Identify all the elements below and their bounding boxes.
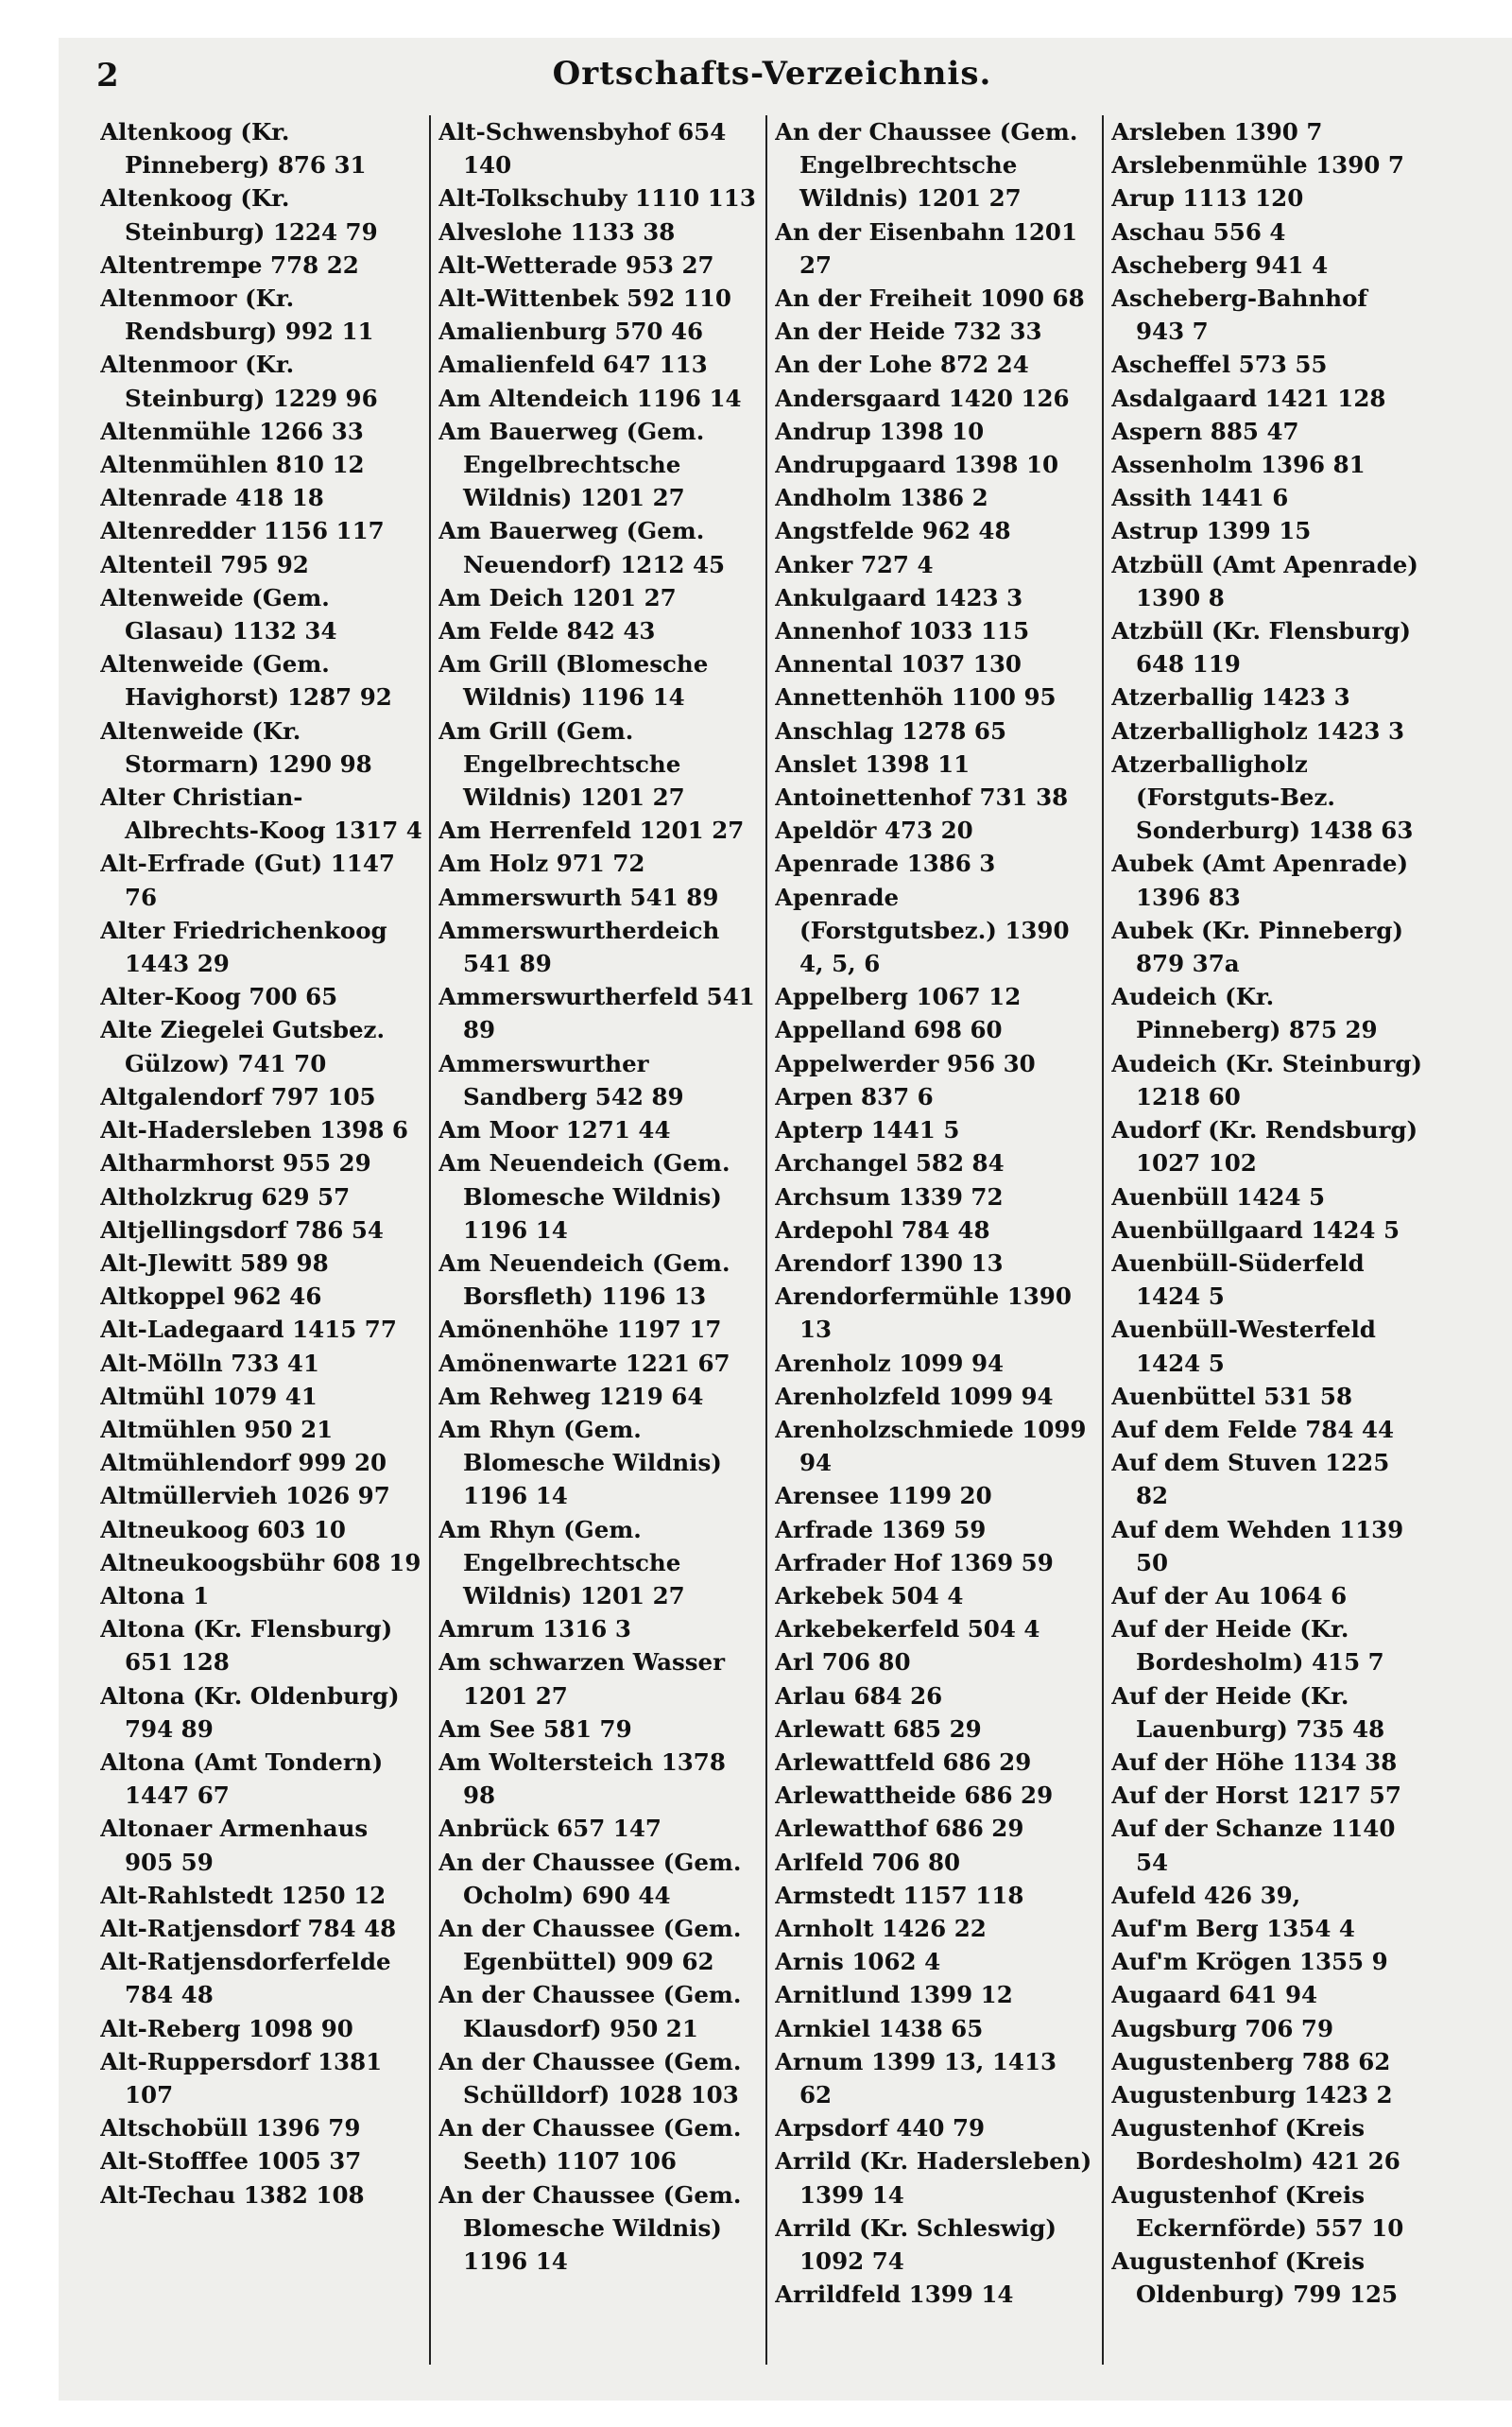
index-entry: An der Eisenbahn 1201 27 xyxy=(775,217,1078,279)
index-entry: Atzbüll (Kr. Flensburg) 648 119 xyxy=(1111,617,1411,679)
index-entry: Alte Ziegelei Gutsbez. Gülzow) 741 70 xyxy=(100,1016,385,1077)
index-entry: Arlfeld 706 80 xyxy=(775,1848,961,1876)
index-entry: Altmühl 1079 41 xyxy=(100,1382,318,1410)
index-entry: Auf der Heide (Kr. Bordesholm) 415 7 xyxy=(1111,1615,1384,1677)
index-entry: Audeich (Kr. Steinburg) 1218 60 xyxy=(1111,1049,1423,1110)
index-entry: An der Chaussee (Gem. Schülldorf) 1028 103 xyxy=(438,2047,742,2109)
index-entry: Auenbüll-Westerfeld 1424 5 xyxy=(1111,1316,1376,1377)
index-entry: Altgalendorf 797 105 xyxy=(100,1082,376,1110)
index-entry: Alt-Wittenbek 592 110 xyxy=(438,284,731,313)
index-entry: Altona (Kr. Flensburg) 651 128 xyxy=(100,1615,393,1677)
index-entry: Alter Friedrichenkoog 1443 29 xyxy=(100,916,387,978)
index-entry: Anschlag 1278 65 xyxy=(775,716,1006,745)
index-entry: Arnkiel 1438 65 xyxy=(775,2014,984,2042)
index-entry: Ascheffel 573 55 xyxy=(1111,351,1328,379)
page-number: 2 xyxy=(96,57,119,95)
index-entry: Anslet 1398 11 xyxy=(775,749,971,778)
index-entry: Assith 1441 6 xyxy=(1111,484,1289,512)
index-entry: Arnholt 1426 22 xyxy=(775,1914,987,1942)
index-entry: Altenteil 795 92 xyxy=(100,550,309,578)
index-entry: Auf der Schanze 1140 54 xyxy=(1111,1815,1396,1876)
index-entry: Am Altendeich 1196 14 xyxy=(438,384,742,412)
index-entry: Alt-Mölln 733 41 xyxy=(100,1349,319,1377)
index-entry: Auf'm Krögen 1355 9 xyxy=(1111,1948,1388,1976)
index-entry: Altneukoog 603 10 xyxy=(100,1515,346,1543)
index-entry: Altenrade 418 18 xyxy=(100,484,324,512)
index-entry: Alt-Hadersleben 1398 6 xyxy=(100,1116,408,1145)
index-entry: Arpen 837 6 xyxy=(775,1082,934,1110)
index-entry: Auf der Heide (Kr. Lauenburg) 735 48 xyxy=(1111,1681,1385,1743)
index-entry: Altjellingsdorf 786 54 xyxy=(100,1215,384,1244)
index-entry: Ammerswurth 541 89 xyxy=(438,883,719,911)
index-entry: Altmühlendorf 999 20 xyxy=(100,1449,387,1477)
index-entry: Augustenhof (Kreis Eckernförde) 557 10 xyxy=(1111,2180,1404,2242)
index-column-4 xyxy=(1111,115,1423,2384)
index-entry: Alt-Jlewitt 589 98 xyxy=(100,1248,329,1277)
index-entry: Am Holz 971 72 xyxy=(438,850,645,878)
index-entry: Auf'm Berg 1354 4 xyxy=(1111,1914,1355,1942)
index-entry: Archangel 582 84 xyxy=(775,1149,1005,1178)
index-entry: Augustenhof (Kreis Oldenburg) 799 125 xyxy=(1111,2247,1399,2309)
index-entry: Andersgaard 1420 126 xyxy=(775,384,1070,412)
index-entry: Arrild (Kr. Hadersleben) 1399 14 xyxy=(775,2147,1092,2209)
index-entry: Augustenburg 1423 2 xyxy=(1111,2080,1393,2109)
index-entry: Altentrempe 778 22 xyxy=(100,250,359,279)
index-entry: Arensee 1199 20 xyxy=(775,1482,992,1510)
index-entry: Altholzkrug 629 57 xyxy=(100,1182,351,1211)
index-entry: Annenhof 1033 115 xyxy=(775,617,1030,645)
index-entry: Ardepohl 784 48 xyxy=(775,1215,990,1244)
index-entry: Ankulgaard 1423 3 xyxy=(775,583,1023,611)
index-column-3 xyxy=(775,115,1096,2384)
index-entry: Appelland 698 60 xyxy=(775,1016,1003,1044)
index-entry: Arlewattfeld 686 29 xyxy=(775,1747,1032,1776)
index-entry: An der Chaussee (Gem. Blomesche Wildnis) 1196 14 xyxy=(438,2180,742,2275)
index-entry: Arfrade 1369 59 xyxy=(775,1515,987,1543)
index-entry: Am Rhyn (Gem. Blomesche Wildnis) 1196 14 xyxy=(438,1415,722,1510)
index-entry: Am Grill (Blomesche Wildnis) 1196 14 xyxy=(438,650,709,712)
index-entry: Altonaer Armenhaus 905 59 xyxy=(100,1815,369,1876)
index-entry: Altenmühlen 810 12 xyxy=(100,451,365,479)
index-column-2 xyxy=(438,115,760,2384)
index-entry: Alveslohe 1133 38 xyxy=(438,217,676,246)
index-entry: Altmüllervieh 1026 97 xyxy=(100,1482,390,1510)
index-entry: Ammerswurtherfeld 541 89 xyxy=(438,983,755,1044)
column-divider xyxy=(429,115,431,2365)
index-entry: An der Lohe 872 24 xyxy=(775,351,1029,379)
index-entry: Assenholm 1396 81 xyxy=(1111,451,1366,479)
index-entry: Auenbüllgaard 1424 5 xyxy=(1111,1215,1400,1244)
index-entry: Appelberg 1067 12 xyxy=(775,983,1022,1011)
index-entry: Andrupgaard 1398 10 xyxy=(775,451,1059,479)
index-entry: Amönenhöhe 1197 17 xyxy=(438,1316,722,1344)
index-entry: Am Deich 1201 27 xyxy=(438,583,677,611)
index-entry: Antoinettenhof 731 38 xyxy=(775,783,1069,812)
index-entry: Anbrück 657 147 xyxy=(438,1815,662,1843)
index-entry: Ascheberg-Bahnhof 943 7 xyxy=(1111,284,1367,346)
index-entry: Altharmhorst 955 29 xyxy=(100,1149,371,1178)
index-entry: Arsleben 1390 7 xyxy=(1111,118,1323,146)
index-entry: Arnitlund 1399 12 xyxy=(775,1981,1013,2009)
index-entry: An der Chaussee (Gem. Ocholm) 690 44 xyxy=(438,1848,742,1909)
index-entry: Amönenwarte 1221 67 xyxy=(438,1349,730,1377)
index-entry: Altenmoor (Kr. Steinburg) 1229 96 xyxy=(100,351,378,412)
index-entry: Alt-Rahlstedt 1250 12 xyxy=(100,1881,387,1909)
index-entry: Arnum 1399 13, 1413 62 xyxy=(775,2047,1057,2109)
index-entry: Arrild (Kr. Schleswig) 1092 74 xyxy=(775,2213,1057,2275)
index-entry: Appelwerder 956 30 xyxy=(775,1049,1036,1077)
index-entry: Alt-Stofffee 1005 37 xyxy=(100,2147,362,2176)
index-entry: Altona 1 xyxy=(100,1581,210,1609)
page-title: Ortschafts-Verzeichnis. xyxy=(552,55,992,93)
index-entry: Amrum 1316 3 xyxy=(438,1615,631,1644)
index-entry: Altenweide (Gem. Glasau) 1132 34 xyxy=(100,583,337,645)
index-entry: Am Woltersteich 1378 98 xyxy=(438,1747,726,1810)
index-entry: Altenmühle 1266 33 xyxy=(100,417,364,445)
index-entry: Apenrade (Forstgutsbez.) 1390 4, 5, 6 xyxy=(775,883,1070,978)
index-entry: Am Neuendeich (Gem. Borsfleth) 1196 13 xyxy=(438,1248,730,1311)
index-entry: Augaard 641 94 xyxy=(1111,1981,1318,2009)
index-entry: Auf dem Stuven 1225 82 xyxy=(1111,1449,1390,1510)
index-entry: Alter Christian-Albrechts-Koog 1317 4 xyxy=(100,783,422,845)
index-entry: Am Felde 842 43 xyxy=(438,617,656,645)
index-entry: Arenholz 1099 94 xyxy=(775,1349,1005,1377)
index-entry: Auf der Horst 1217 57 xyxy=(1111,1782,1401,1810)
index-entry: Alt-Ladegaard 1415 77 xyxy=(100,1316,397,1344)
index-entry: Aspern 885 47 xyxy=(1111,417,1299,445)
index-entry: Arendorfermühle 1390 13 xyxy=(775,1282,1072,1344)
index-entry: Apenrade 1386 3 xyxy=(775,850,996,878)
index-entry: Alt-Schwensbyhof 654 140 xyxy=(438,118,727,180)
index-entry: Altkoppel 962 46 xyxy=(100,1282,322,1311)
index-entry: Augustenhof (Kreis Bordesholm) 421 26 xyxy=(1111,2114,1400,2176)
index-entry: Aschau 556 4 xyxy=(1111,217,1286,246)
index-entry: An der Chaussee (Gem. Egenbüttel) 909 62 xyxy=(438,1914,742,1976)
index-entry: Annental 1037 130 xyxy=(775,650,1022,679)
index-entry: Auenbüll 1424 5 xyxy=(1111,1182,1326,1211)
index-entry: Auenbüll-Süderfeld 1424 5 xyxy=(1111,1248,1365,1311)
index-entry: Arenholzfeld 1099 94 xyxy=(775,1382,1054,1410)
index-entry: Astrup 1399 15 xyxy=(1111,517,1312,545)
index-entry: Am Neuendeich (Gem. Blomesche Wildnis) 1196 14 xyxy=(438,1149,730,1244)
index-entry: Altenkoog (Kr. Steinburg) 1224 79 xyxy=(100,184,378,246)
document-page xyxy=(59,38,1512,2401)
index-entry: Arslebenmühle 1390 7 xyxy=(1111,151,1404,180)
index-entry: An der Heide 732 33 xyxy=(775,318,1042,346)
index-entry: Apterp 1441 5 xyxy=(775,1116,960,1145)
index-entry: Anker 727 4 xyxy=(775,550,934,578)
index-entry: Augsburg 706 79 xyxy=(1111,2014,1334,2042)
index-entry: Am Moor 1271 44 xyxy=(438,1116,671,1145)
column-divider xyxy=(1102,115,1104,2365)
index-entry: Angstfelde 962 48 xyxy=(775,517,1011,545)
index-entry: Atzerballigholz (Forstguts-Bez. Sonderburg) 1438 63 xyxy=(1111,749,1414,845)
index-entry: Arpsdorf 440 79 xyxy=(775,2114,986,2143)
index-entry: Augustenberg 788 62 xyxy=(1111,2047,1391,2075)
index-entry: Am Grill (Gem. Engelbrechtsche Wildnis) 1201 27 xyxy=(438,716,685,812)
index-entry: Arkebek 504 4 xyxy=(775,1581,964,1609)
index-entry: Andholm 1386 2 xyxy=(775,484,988,512)
index-entry: Aubek (Amt Apenrade) 1396 83 xyxy=(1111,850,1409,911)
index-entry: Aubek (Kr. Pinneberg) 879 37a xyxy=(1111,916,1403,978)
index-entry: Auf der Höhe 1134 38 xyxy=(1111,1747,1398,1776)
index-entry: Arrildfeld 1399 14 xyxy=(775,2281,1014,2309)
index-entry: Altona (Amt Tondern) 1447 67 xyxy=(100,1747,384,1810)
index-column-1 xyxy=(100,115,423,2384)
index-entry: An der Chaussee (Gem. Engelbrechtsche Wildnis) 1201 27 xyxy=(775,118,1078,213)
index-entry: Ammerswurther Sandberg 542 89 xyxy=(438,1049,684,1110)
index-entry: Ascheberg 941 4 xyxy=(1111,250,1329,279)
index-entry: Am Bauerweg (Gem. Engelbrechtsche Wildnis) 1201 27 xyxy=(438,417,705,512)
index-entry: An der Chaussee (Gem. Seeth) 1107 106 xyxy=(438,2114,742,2176)
index-entry: Auf dem Wehden 1139 50 xyxy=(1111,1515,1404,1576)
index-entry: Am Rhyn (Gem. Engelbrechtsche Wildnis) 1201 27 xyxy=(438,1515,685,1609)
index-entry: Ammerswurtherdeich 541 89 xyxy=(438,916,720,978)
index-entry: Am schwarzen Wasser 1201 27 xyxy=(438,1648,726,1710)
index-entry: Atzerballigholz 1423 3 xyxy=(1111,716,1405,745)
index-columns xyxy=(100,115,1423,2384)
index-entry: Altenkoog (Kr. Pinneberg) 876 31 xyxy=(100,118,367,180)
page-header xyxy=(96,49,1448,106)
index-entry: Auenbüttel 531 58 xyxy=(1111,1382,1352,1410)
index-entry: Alt-Ratjensdorferfelde 784 48 xyxy=(100,1948,391,2009)
index-entry: Apeldör 473 20 xyxy=(775,817,973,845)
index-entry: Alt-Ruppersdorf 1381 107 xyxy=(100,2047,383,2109)
index-entry: Arlewatt 685 29 xyxy=(775,1714,982,1743)
index-entry: Altenmoor (Kr. Rendsburg) 992 11 xyxy=(100,284,374,346)
index-entry: Altona (Kr. Oldenburg) 794 89 xyxy=(100,1681,400,1743)
index-entry: Altenredder 1156 117 xyxy=(100,517,385,545)
index-entry: Andrup 1398 10 xyxy=(775,417,985,445)
index-entry: Amalienburg 570 46 xyxy=(438,318,704,346)
index-entry: Alt-Ratjensdorf 784 48 xyxy=(100,1914,397,1942)
index-entry: An der Freiheit 1090 68 xyxy=(775,284,1085,313)
index-entry: An der Chaussee (Gem. Klausdorf) 950 21 xyxy=(438,1981,742,2042)
index-entry: Arlewatthof 686 29 xyxy=(775,1815,1024,1843)
index-entry: Am Rehweg 1219 64 xyxy=(438,1382,704,1410)
index-entry: Atzerballig 1423 3 xyxy=(1111,683,1350,712)
index-entry: Arkebekerfeld 504 4 xyxy=(775,1615,1040,1644)
index-entry: Annettenhöh 1100 95 xyxy=(775,683,1057,712)
index-entry: Amalienfeld 647 113 xyxy=(438,351,708,379)
index-entry: Altenweide (Gem. Havighorst) 1287 92 xyxy=(100,650,392,712)
index-entry: Am See 581 79 xyxy=(438,1714,632,1743)
index-entry: Arfrader Hof 1369 59 xyxy=(775,1548,1054,1576)
index-entry: Arlau 684 26 xyxy=(775,1681,943,1710)
index-entry: Altneukoogsbühr 608 19 xyxy=(100,1548,421,1576)
index-entry: Am Herrenfeld 1201 27 xyxy=(438,817,745,845)
index-entry: Auf dem Felde 784 44 xyxy=(1111,1415,1395,1443)
index-entry: Am Bauerweg (Gem. Neuendorf) 1212 45 xyxy=(438,517,726,578)
index-entry: Arup 1113 120 xyxy=(1111,184,1304,213)
index-entry: Alt-Wetterade 953 27 xyxy=(438,250,714,279)
index-entry: Alt-Techau 1382 108 xyxy=(100,2180,365,2209)
index-entry: Armstedt 1157 118 xyxy=(775,1881,1024,1909)
index-entry: Arl 706 80 xyxy=(775,1648,911,1677)
index-entry: Alt-Tolkschuby 1110 113 xyxy=(438,184,756,213)
index-entry: Arlewattheide 686 29 xyxy=(775,1782,1054,1810)
index-entry: Alt-Reberg 1098 90 xyxy=(100,2014,353,2042)
column-divider xyxy=(765,115,767,2365)
index-entry: Audeich (Kr. Pinneberg) 875 29 xyxy=(1111,983,1378,1044)
index-entry: Alt-Erfrade (Gut) 1147 76 xyxy=(100,850,395,911)
index-entry: Arenholzschmiede 1099 94 xyxy=(775,1415,1087,1477)
index-entry: Atzbüll (Amt Apenrade) 1390 8 xyxy=(1111,550,1418,611)
index-entry: Asdalgaard 1421 128 xyxy=(1111,384,1386,412)
index-entry: Altenweide (Kr. Stormarn) 1290 98 xyxy=(100,716,372,778)
index-entry: Altschobüll 1396 79 xyxy=(100,2114,361,2143)
index-entry: Altmühlen 950 21 xyxy=(100,1415,334,1443)
index-entry: Alter-Koog 700 65 xyxy=(100,983,338,1011)
index-entry: Audorf (Kr. Rendsburg) 1027 102 xyxy=(1111,1116,1418,1178)
index-entry: Arendorf 1390 13 xyxy=(775,1248,1004,1277)
index-entry: Arnis 1062 4 xyxy=(775,1948,941,1976)
index-entry: Archsum 1339 72 xyxy=(775,1182,1004,1211)
index-entry: Aufeld 426 39, xyxy=(1111,1881,1301,1909)
index-entry: Auf der Au 1064 6 xyxy=(1111,1581,1348,1609)
